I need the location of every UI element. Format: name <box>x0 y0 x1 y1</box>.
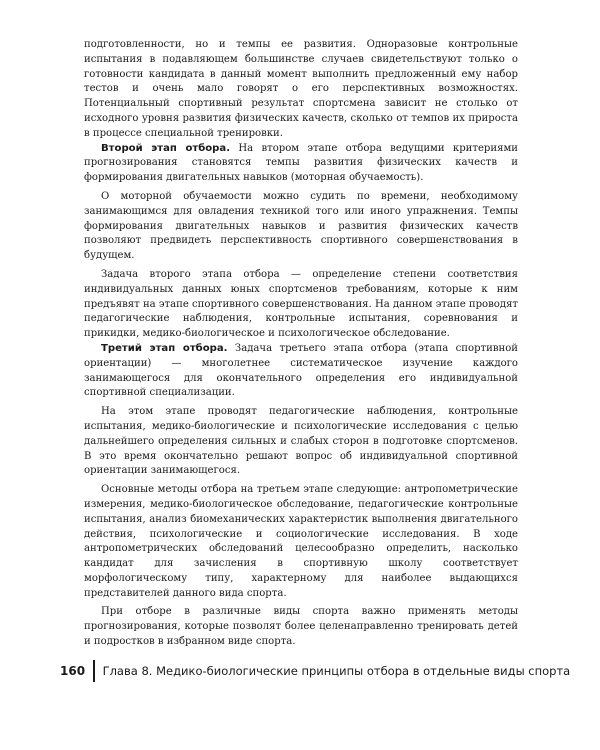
section-heading-stage-three: Третий этап отбора. <box>101 342 228 354</box>
paragraph-text: О моторной обучаемости можно судить по времени, необходимому занимающимся для овладения техникой того или иного упражнения. Темпы формирования двигательных навыков и развития физических качеств позволяют предвидеть перспективность спортивного совершенствования в будущем. <box>84 190 518 262</box>
paragraph-2 <box>84 142 518 186</box>
page-footer <box>60 660 570 682</box>
paragraph-text: На втором этапе отбора ведущими критериями прогнозирования становятся темпы развития физических качеств и формирования двигательных навыков (моторная обучаемость). <box>84 142 518 184</box>
paragraph-1 <box>84 38 518 142</box>
paragraph-5 <box>84 342 518 401</box>
footer-divider <box>93 660 95 682</box>
paragraph-7 <box>84 483 518 601</box>
paragraph-3 <box>84 190 518 264</box>
paragraph-text: При отборе в различные виды спорта важно применять методы прогнозирования, которые позволят более целенаправленно тренировать детей и подростков в избранном виде спорта. <box>84 606 518 648</box>
paragraph-8 <box>84 605 518 649</box>
paragraph-text: Задача третьего этапа отбора (этапа спортивной ориентации) — многолетнее систематическое изучение каждого занимающегося для окончательного определения его индивидуальной спортивной специализации. <box>84 342 518 399</box>
section-heading-stage-two: Второй этап отбора. <box>101 142 231 154</box>
paragraph-text: подготовленности, но и темпы ее развития. Одноразовые контрольные испытания в подавляющем большинстве случаев свидетельствуют только о готовности кандидата в данный момент выполнить предложенный ему набор тестов и очень мало говорят о его перспективных возможностях. Потенциальный спортивный результат спортсмена зависит не столько от исходного уровня развития физических качеств, сколько от темпов их прироста в процессе специальной тренировки. <box>84 39 518 139</box>
running-chapter-title: Глава 8. Медико-биологические принципы отбора в отдельные виды спорта <box>102 664 571 678</box>
paragraph-text: На этом этапе проводят педагогические наблюдения, контрольные испытания, медико-биологические и психологические исследования с целью дальнейшего определения сильных и слабых сторон в подготовке спортсменов. В это время окончательно решают вопрос об индивидуальной спортивной ориентации занимающегося. <box>84 406 518 477</box>
body-text <box>84 38 518 650</box>
page-number: 160 <box>60 664 86 678</box>
paragraph-text: Основные методы отбора на третьем этапе следующие: антропометрические измерения, медико-биологическое обследование, педагогические контрольные испытания, анализ биомеханических характеристик выполнения двигательного действия, психологические и социологические исследования. В ходе антропометрических обследований целесообразно определить, насколько кандидат для зачисления в спортивную школу соответствует морфологическому типу, характерному для наиболее выдающихся представителей данного вида спорта. <box>84 484 518 599</box>
paragraph-6 <box>84 405 518 479</box>
paragraph-4 <box>84 268 518 342</box>
paragraph-text: Задача второго этапа отбора — определение степени соответствия индивидуальных данных юных спортсменов требованиям, которые к ним предъявят на этапе спортивного совершенствования. На данном этапе проводят педагогические наблюдения, контрольные испытания, соревнования и прикидки, медико-биологическое и психологическое обследование. <box>84 268 518 340</box>
